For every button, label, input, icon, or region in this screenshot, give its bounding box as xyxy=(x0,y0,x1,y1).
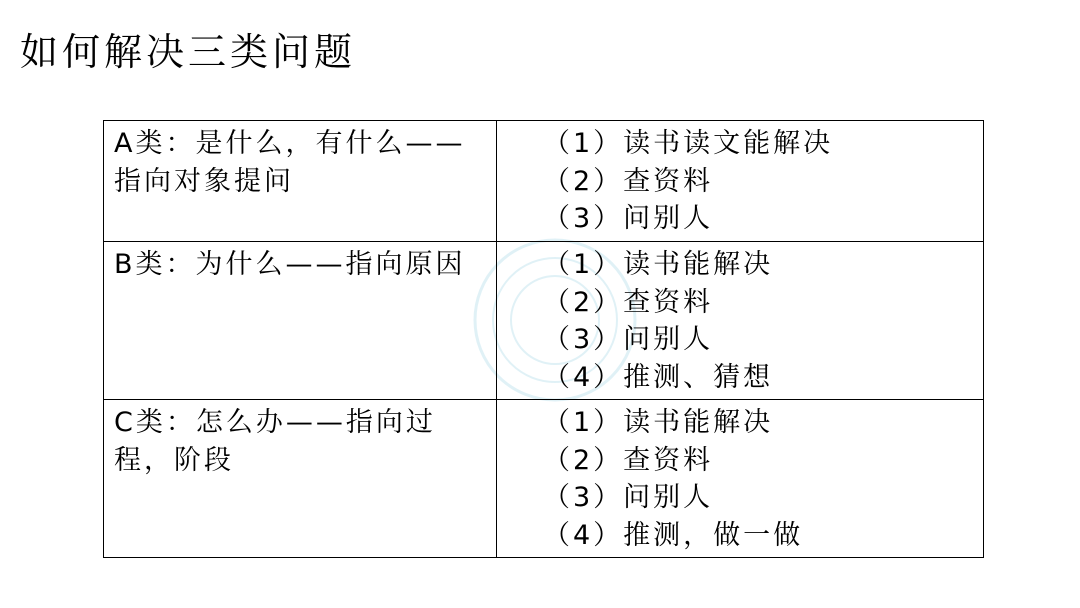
question-types-table xyxy=(103,120,984,558)
answer-item: （1）读书能解决 xyxy=(543,249,774,280)
table-row xyxy=(104,121,984,242)
category-cell: C类：怎么办——指向过程，阶段 xyxy=(104,400,497,558)
answers-cell xyxy=(497,242,984,400)
table-row xyxy=(104,242,984,400)
answer-item: （3）问别人 xyxy=(543,482,714,513)
answer-item: （4）推测、猜想 xyxy=(543,361,774,393)
answer-item: （1）读书读文能解决 xyxy=(543,128,834,159)
answer-item: （2）查资料 xyxy=(543,165,714,197)
answer-item: （2）查资料 xyxy=(543,286,714,318)
answers-cell xyxy=(497,400,984,558)
table-row xyxy=(104,400,984,558)
page-title: 如何解决三类问题 xyxy=(20,30,357,74)
answer-item: （3）问别人 xyxy=(543,203,714,234)
answer-item: （1）读书能解决 xyxy=(543,407,774,438)
answer-item: （2）查资料 xyxy=(543,444,714,476)
answer-item: （4）推测，做一做 xyxy=(543,519,804,551)
category-cell: A类：是什么，有什么——指向对象提问 xyxy=(104,121,497,242)
answers-cell xyxy=(497,121,984,242)
category-cell: B类：为什么——指向原因 xyxy=(104,242,497,400)
answer-item: （3）问别人 xyxy=(543,324,714,355)
